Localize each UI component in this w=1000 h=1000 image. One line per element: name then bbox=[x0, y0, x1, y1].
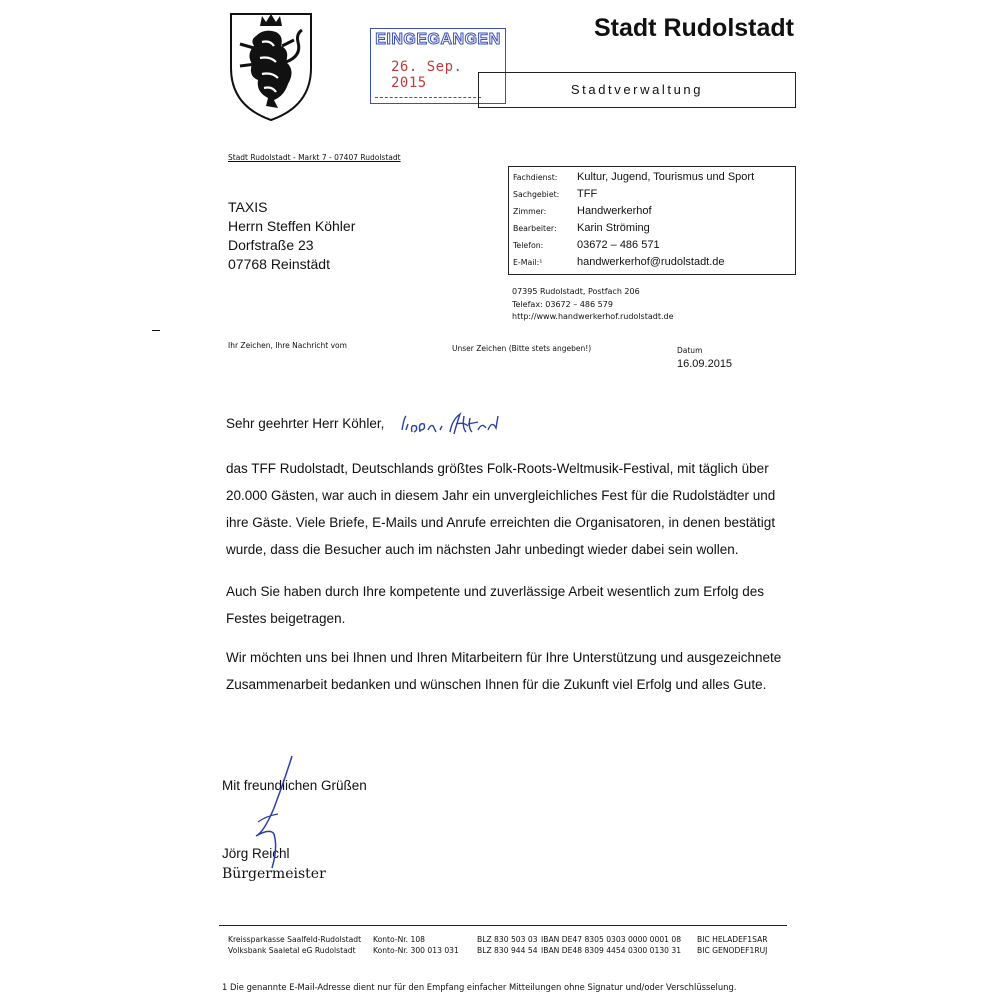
info-key: Zimmer: bbox=[513, 207, 547, 216]
date-value: 16.09.2015 bbox=[677, 358, 733, 370]
bank-bic: BIC HELADEF1SAR bbox=[697, 935, 768, 944]
info-row bbox=[513, 222, 795, 239]
salutation: Sehr geehrter Herr Köhler, bbox=[226, 416, 385, 431]
our-reference-label: Unser Zeichen (Bitte stets angeben!) bbox=[452, 344, 592, 353]
info-row bbox=[513, 188, 795, 205]
sender-line: Stadt Rudolstadt - Markt 7 - 07407 Rudolstadt bbox=[228, 153, 401, 162]
info-key: E-Mail:¹ bbox=[513, 258, 543, 267]
signature bbox=[244, 752, 300, 872]
footnote: 1 Die genannte E-Mail-Adresse dient nur für den Empfang einfacher Mitteilungen ohne Signatur und/oder Verschlüsselung. bbox=[222, 982, 737, 992]
recipient-line: 07768 Reinstädt bbox=[228, 256, 330, 272]
bank-name: Volksbank Saaletal eG Rudolstadt bbox=[228, 946, 356, 955]
date-label: Datum bbox=[677, 346, 703, 355]
bank-iban: IBAN DE48 8309 4454 0300 0130 31 bbox=[541, 946, 682, 955]
info-row bbox=[513, 239, 795, 256]
info-key: Telefon: bbox=[513, 241, 544, 250]
contact-line: Telefax: 03672 – 486 579 bbox=[512, 299, 613, 309]
signer-title: Bürgermeister bbox=[222, 866, 326, 882]
letter-paragraph: Auch Sie haben durch Ihre kompetente und zuverlässige Arbeit wesentlich zum Erfolg des Festes beigetragen. bbox=[226, 584, 765, 626]
fold-mark bbox=[152, 330, 160, 331]
recipient-line: Dorfstraße 23 bbox=[228, 237, 314, 253]
bank-name: Kreissparkasse Saalfeld-Rudolstadt bbox=[228, 935, 362, 944]
contact-line: 07395 Rudolstadt, Postfach 206 bbox=[512, 287, 640, 296]
contact-line: http://www.handwerkerhof.rudolstadt.de bbox=[512, 312, 674, 321]
stamp-date: 26. Sep. 2015 bbox=[391, 59, 463, 91]
info-value: Kultur, Jugend, Tourismus und Sport bbox=[577, 171, 755, 183]
info-row bbox=[513, 171, 795, 188]
recipient-address bbox=[228, 198, 355, 274]
administration-label: Stadtverwaltung bbox=[570, 82, 704, 97]
footer-divider bbox=[219, 925, 787, 926]
bank-blz: BLZ 830 503 03 bbox=[477, 935, 538, 944]
info-value: Karin Ströming bbox=[577, 222, 650, 234]
stamp-dashed-line bbox=[375, 97, 481, 98]
info-value: 03672 – 486 571 bbox=[577, 239, 660, 251]
your-reference-label: Ihr Zeichen, Ihre Nachricht vom bbox=[228, 341, 347, 350]
letter-paragraph: Wir möchten uns bei Ihnen und Ihren Mitarbeitern für Ihre Unterstützung und ausgezeichnete Zusammenarbeit bedanken und wünschen Ihnen für die Zukunft viel Erfolg und alles Gute. bbox=[226, 650, 782, 692]
contact-info-box bbox=[508, 166, 796, 275]
coat-of-arms-logo bbox=[226, 6, 316, 124]
bank-iban: IBAN DE47 8305 0303 0000 0001 08 bbox=[541, 935, 682, 944]
info-value: Handwerkerhof bbox=[577, 205, 652, 217]
bank-bic: BIC GENODEF1RUJ bbox=[697, 946, 768, 955]
info-value: handwerkerhof@rudolstadt.de bbox=[577, 256, 725, 268]
bank-account: Konto-Nr. 108 bbox=[373, 935, 425, 944]
recipient-line: TAXIS bbox=[228, 199, 268, 215]
city-title: Stadt Rudolstadt bbox=[594, 14, 794, 42]
info-key: Sachgebiet: bbox=[513, 190, 560, 199]
handwritten-note bbox=[398, 408, 502, 438]
info-row bbox=[513, 256, 795, 273]
bank-blz: BLZ 830 944 54 bbox=[477, 946, 538, 955]
bank-account: Konto-Nr. 300 013 031 bbox=[373, 946, 459, 955]
info-key: Bearbeiter: bbox=[513, 224, 557, 233]
administration-box bbox=[478, 72, 796, 108]
info-value: TFF bbox=[577, 188, 598, 200]
postal-contact bbox=[512, 286, 674, 324]
recipient-line: Herrn Steffen Köhler bbox=[228, 218, 356, 234]
info-key: Fachdienst: bbox=[513, 173, 558, 182]
signer-name: Jörg Reichl bbox=[222, 846, 290, 861]
info-row bbox=[513, 205, 795, 222]
closing: Mit freundlichen Grüßen bbox=[222, 778, 367, 793]
letter-paragraph: das TFF Rudolstadt, Deutschlands größtes Folk-Roots-Weltmusik-Festival, mit täglich über 20.000 Gästen, war auch in diesem Jahr ein unvergleichliches Fest für die Rudolstädter und ihre Gäste. Viele Briefe, E-Mails und Anrufe erreichten die Organisatoren, in denen bestätigt wurde, dass die Besucher auch im nächsten Jahr unbedingt wieder dabei sein wollen. bbox=[226, 461, 776, 557]
stamp-label: EINGEGANGEN bbox=[375, 31, 501, 48]
